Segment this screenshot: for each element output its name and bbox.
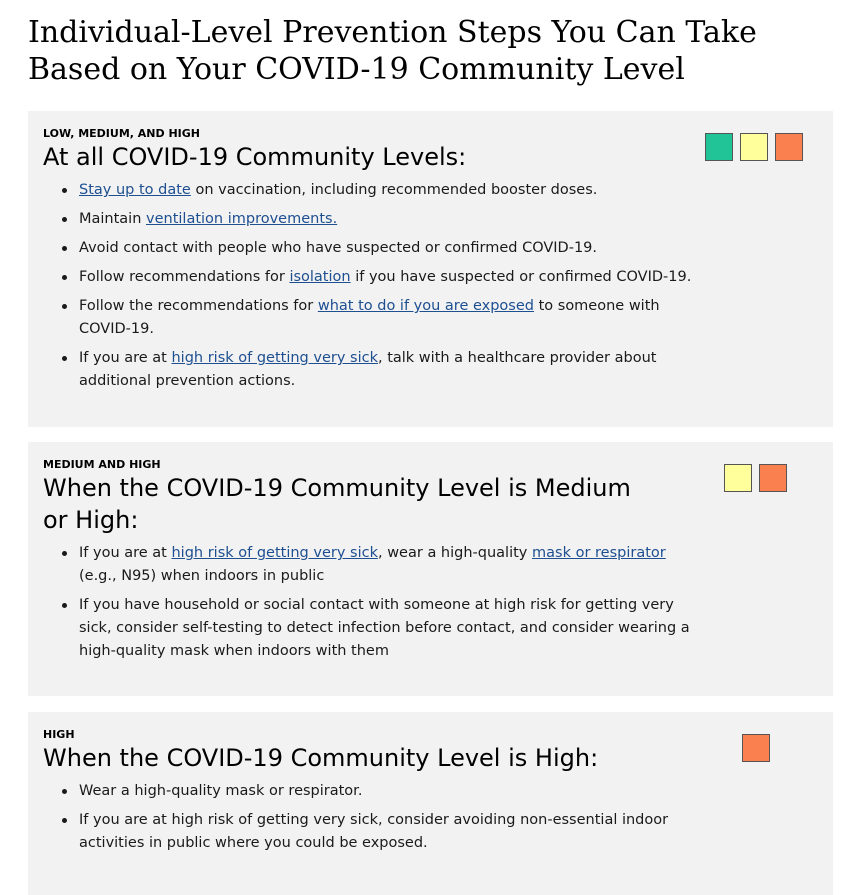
low-level-swatch (705, 133, 733, 161)
list-item (79, 208, 704, 231)
list-item (79, 809, 704, 855)
list-item-text: on vaccination, including recommended booster doses. (190, 182, 598, 198)
page-title: Individual-Level Prevention Steps You Can Take Based on Your COVID-19 Community Level (28, 15, 757, 87)
high-level-swatch (759, 464, 787, 492)
prevention-list (43, 780, 704, 855)
ventilation-improvements-link[interactable]: ventilation improvements. (146, 211, 338, 227)
list-item-text: If you are at (79, 545, 172, 561)
list-item-text: Wear a high-quality mask or respirator. (79, 783, 363, 799)
stay-up-to-date-link[interactable]: Stay up to date (79, 182, 191, 198)
list-item (79, 295, 704, 341)
prevention-list (43, 542, 704, 663)
card-eyebrow: MEDIUM AND HIGH (43, 458, 161, 471)
list-item (79, 542, 704, 588)
card-heading: When the COVID-19 Community Level is Medium or High: (43, 474, 631, 534)
card-eyebrow: LOW, MEDIUM, AND HIGH (43, 127, 200, 140)
high-risk-link[interactable]: high risk of getting very sick (171, 545, 378, 561)
mask-or-respirator-link[interactable]: mask or respirator (532, 545, 666, 561)
card-medium-high (28, 442, 833, 696)
list-item (79, 347, 704, 393)
list-item-text: to someone with COVID-19. (79, 298, 660, 337)
list-item-text: Maintain (79, 211, 147, 227)
isolation-link[interactable]: isolation (289, 269, 351, 285)
level-swatches (705, 133, 803, 161)
list-item (79, 266, 704, 289)
list-item-text: if you have suspected or confirmed COVID-19. (350, 269, 692, 285)
list-item (79, 594, 704, 663)
list-item-text: If you have household or social contact with someone at high risk for getting very sick, consider self-testing to detect infection before contact, and consider wearing a high-quality mask when indoors with them (79, 597, 690, 659)
card-heading: When the COVID-19 Community Level is High: (43, 744, 599, 772)
card-all-levels (28, 111, 833, 427)
high-level-swatch (775, 133, 803, 161)
medium-level-swatch (724, 464, 752, 492)
high-level-swatch (742, 734, 770, 762)
level-swatches (724, 464, 787, 492)
list-item (79, 780, 704, 803)
what-to-do-if-exposed-link[interactable]: what to do if you are exposed (317, 298, 534, 314)
prevention-list (43, 179, 704, 393)
list-item-text: If you are at (79, 350, 172, 366)
list-item (79, 179, 704, 202)
list-item (79, 237, 704, 260)
list-item-text: Avoid contact with people who have suspected or confirmed COVID-19. (79, 240, 598, 256)
list-item-text: (e.g., N95) when indoors in public (79, 568, 325, 584)
card-heading: At all COVID-19 Community Levels: (43, 143, 467, 171)
card-eyebrow: HIGH (43, 728, 75, 741)
card-high (28, 712, 833, 895)
medium-level-swatch (740, 133, 768, 161)
list-item-text: Follow the recommendations for (79, 298, 318, 314)
list-item-text: If you are at high risk of getting very sick, consider avoiding non-essential indoor activities in public where you could be exposed. (79, 812, 669, 851)
list-item-text: , talk with a healthcare provider about additional prevention actions. (79, 350, 657, 389)
list-item-text: , wear a high-quality (377, 545, 532, 561)
list-item-text: Follow recommendations for (79, 269, 290, 285)
high-risk-link[interactable]: high risk of getting very sick (171, 350, 378, 366)
level-swatches (742, 734, 770, 762)
